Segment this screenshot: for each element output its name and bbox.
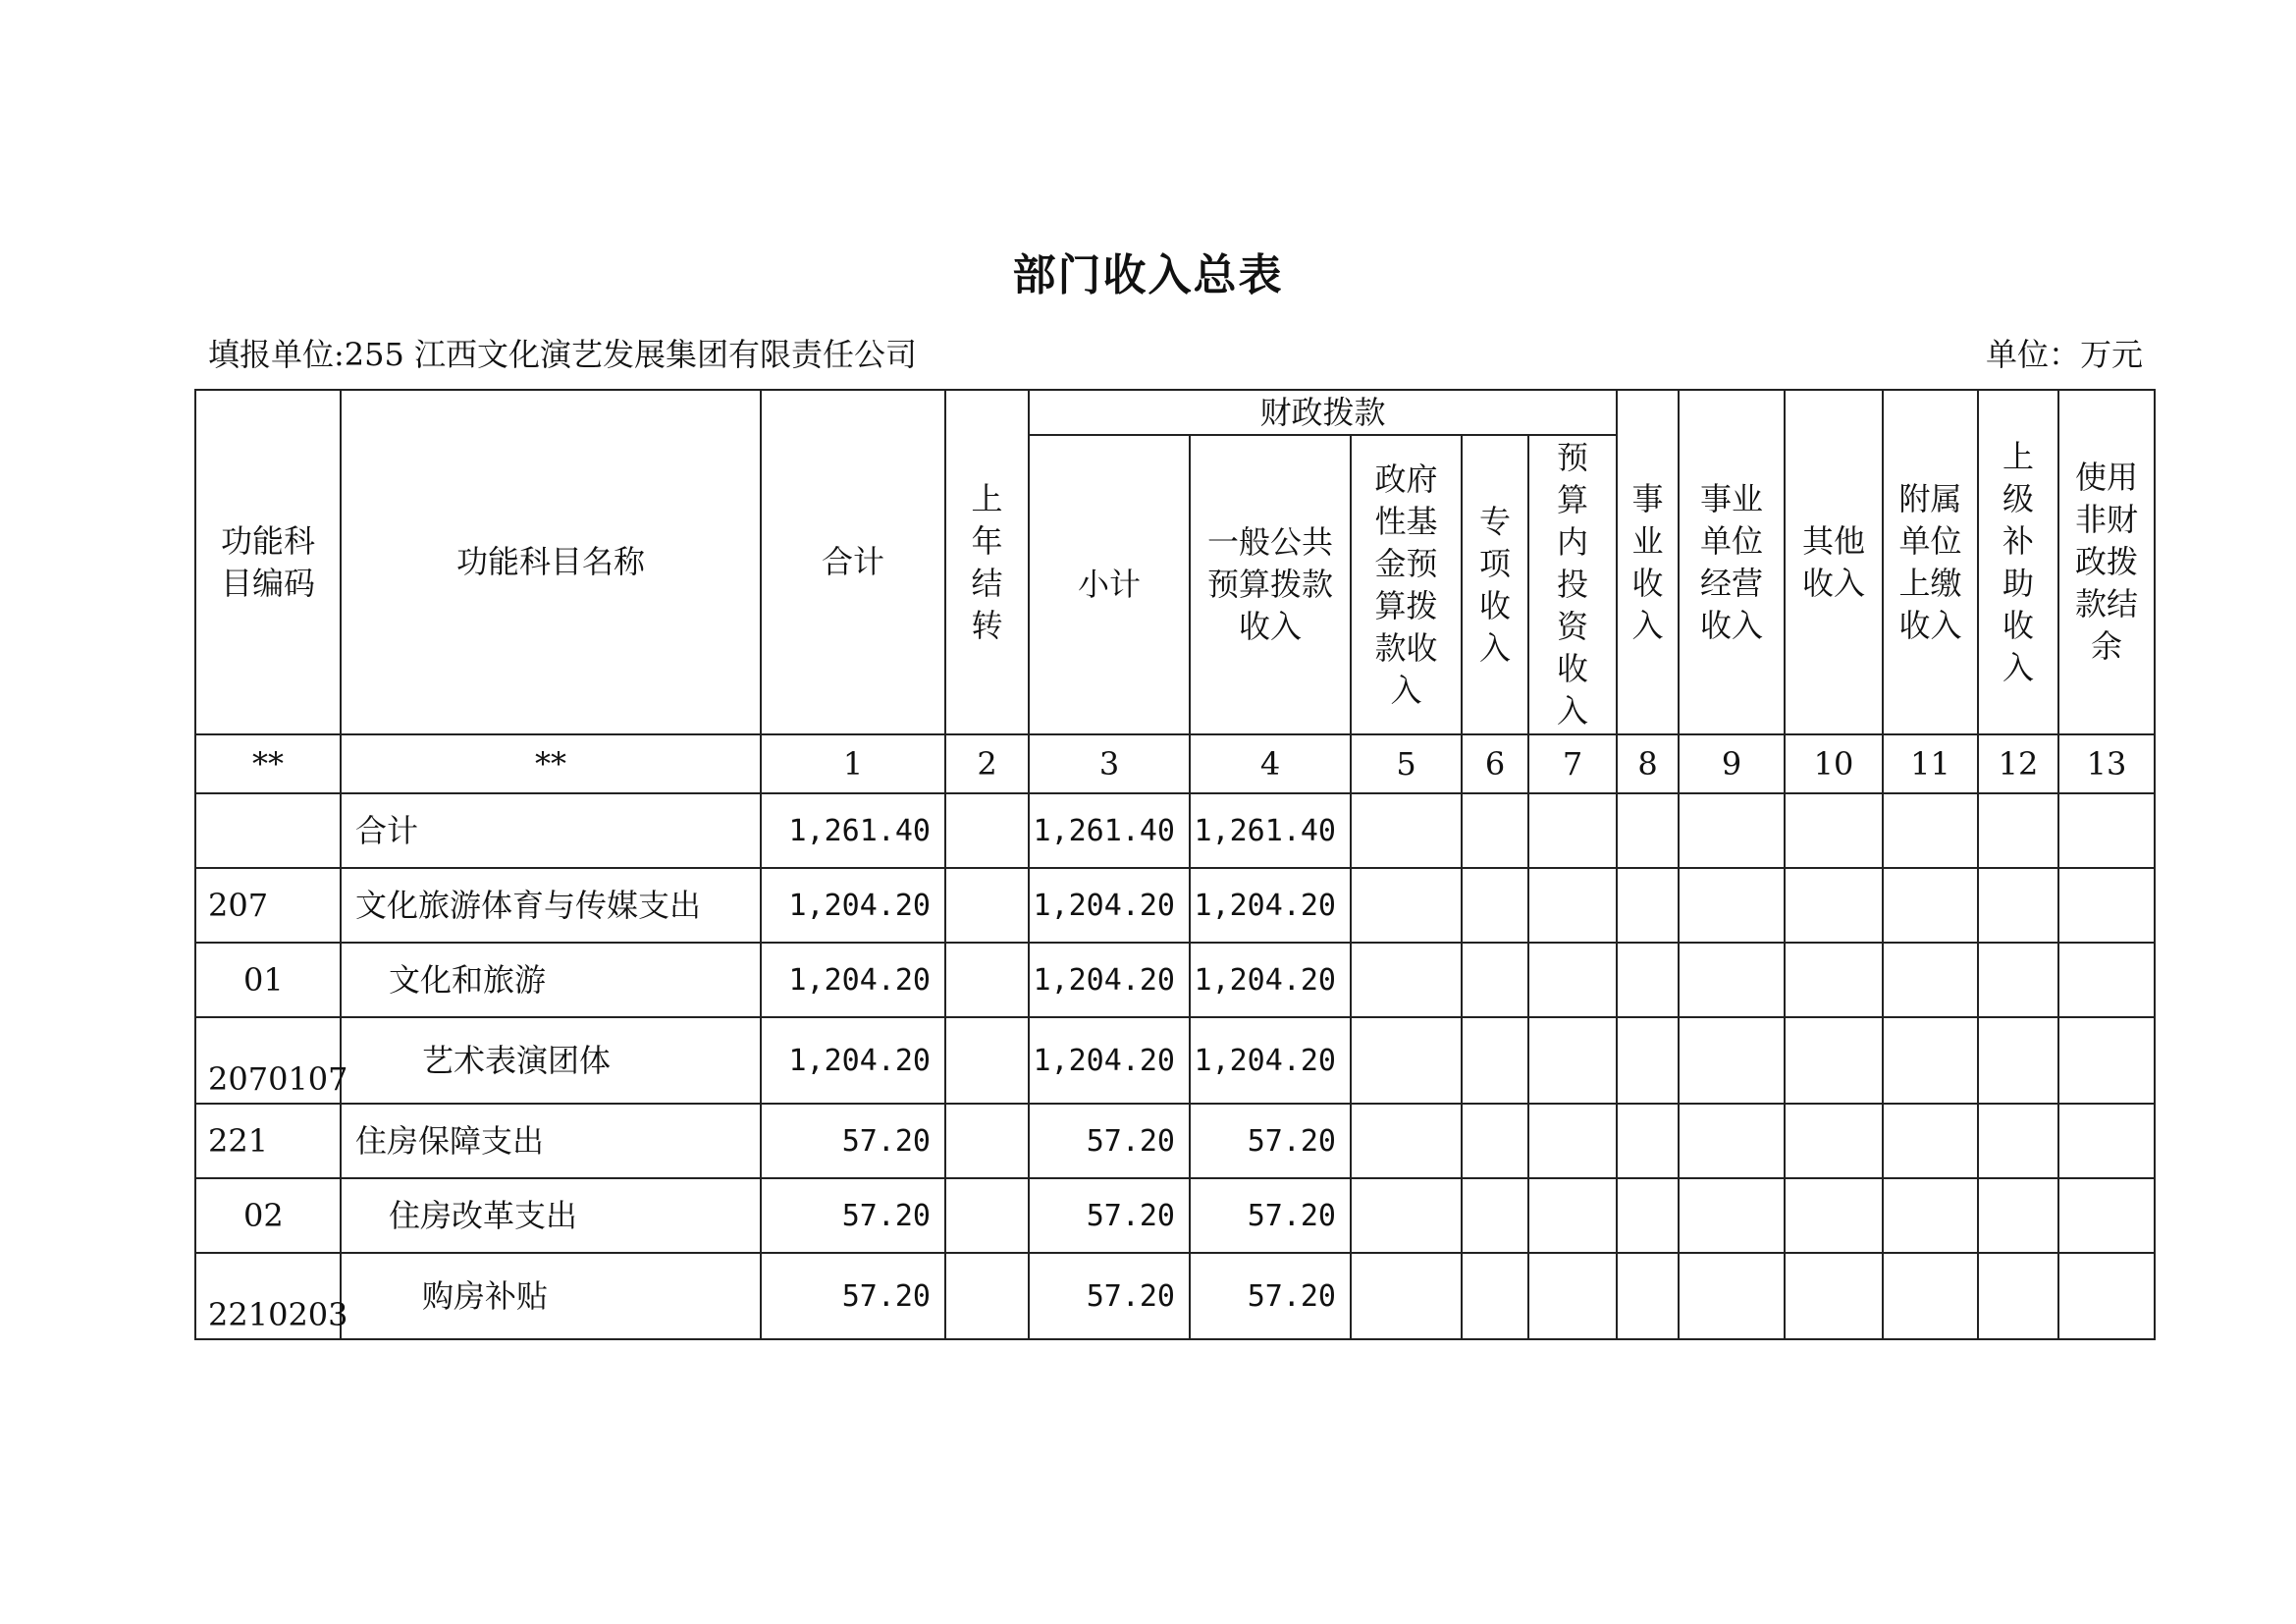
empty-cell [1351, 1253, 1462, 1339]
empty-cell [1462, 1104, 1528, 1178]
empty-cell [1978, 943, 2058, 1017]
row-name: 住房改革支出 [341, 1178, 761, 1253]
empty-cell [1528, 1104, 1617, 1178]
row-carryover [945, 1178, 1029, 1253]
index-cell: 7 [1528, 734, 1617, 793]
row-total: 57.20 [761, 1178, 945, 1253]
empty-cell [1528, 1017, 1617, 1104]
index-cell: 8 [1617, 734, 1679, 793]
empty-cell [1351, 1178, 1462, 1253]
table-row [195, 943, 2155, 1017]
index-cell: 5 [1351, 734, 1462, 793]
empty-cell [1785, 868, 1883, 943]
header-general-budget: 一般公共 预算拨款 收入 [1190, 435, 1351, 734]
empty-cell [1351, 868, 1462, 943]
index-cell: 2 [945, 734, 1029, 793]
index-cell: 12 [1978, 734, 2058, 793]
empty-cell [1679, 1178, 1785, 1253]
empty-cell [1883, 1104, 1978, 1178]
empty-cell [1617, 1178, 1679, 1253]
index-cell: 4 [1190, 734, 1351, 793]
empty-cell [1679, 793, 1785, 868]
row-carryover [945, 1104, 1029, 1178]
empty-cell [1978, 1253, 2058, 1339]
header-name: 功能科目名称 [341, 390, 761, 734]
header-gov-fund: 政府 性基 金预 算拨 款收 入 [1351, 435, 1462, 734]
row-code: 2210203 [195, 1253, 341, 1339]
empty-cell [1785, 1253, 1883, 1339]
header-subtotal: 小计 [1029, 435, 1190, 734]
row-subtotal: 57.20 [1029, 1253, 1190, 1339]
table-row [195, 1104, 2155, 1178]
empty-cell [2058, 1017, 2155, 1104]
income-summary-table [194, 389, 2156, 1340]
empty-cell [1785, 793, 1883, 868]
empty-cell [1351, 1017, 1462, 1104]
empty-cell [1462, 943, 1528, 1017]
row-code: 01 [195, 943, 341, 1017]
row-carryover [945, 943, 1029, 1017]
empty-cell [1978, 1017, 2058, 1104]
empty-cell [2058, 943, 2155, 1017]
empty-cell [1785, 1104, 1883, 1178]
empty-cell [2058, 868, 2155, 943]
empty-cell [1528, 943, 1617, 1017]
row-general-budget: 1,204.20 [1190, 1017, 1351, 1104]
row-name: 购房补贴 [341, 1253, 761, 1339]
row-total: 57.20 [761, 1253, 945, 1339]
row-code: 02 [195, 1178, 341, 1253]
header-superior-subsidy: 上 级 补 助 收 入 [1978, 390, 2058, 734]
empty-cell [1785, 943, 1883, 1017]
row-carryover [945, 1253, 1029, 1339]
index-cell: 11 [1883, 734, 1978, 793]
empty-cell [1978, 1104, 2058, 1178]
row-subtotal: 57.20 [1029, 1104, 1190, 1178]
empty-cell [1528, 1178, 1617, 1253]
table-row [195, 793, 2155, 868]
row-general-budget: 57.20 [1190, 1178, 1351, 1253]
row-general-budget: 1,261.40 [1190, 793, 1351, 868]
row-total: 1,204.20 [761, 943, 945, 1017]
empty-cell [1785, 1017, 1883, 1104]
empty-cell [1462, 1178, 1528, 1253]
empty-cell [1679, 1253, 1785, 1339]
header-code: 功能科 目编码 [195, 390, 341, 734]
index-cell: 1 [761, 734, 945, 793]
empty-cell [1617, 1253, 1679, 1339]
row-subtotal: 1,261.40 [1029, 793, 1190, 868]
empty-cell [1679, 1104, 1785, 1178]
header-affiliated: 附属 单位 上缴 收入 [1883, 390, 1978, 734]
header-carryover: 上 年 结 转 [945, 390, 1029, 734]
empty-cell [1883, 1253, 1978, 1339]
row-general-budget: 57.20 [1190, 1253, 1351, 1339]
row-total: 1,261.40 [761, 793, 945, 868]
empty-cell [1883, 793, 1978, 868]
row-code: 2070107 [195, 1017, 341, 1104]
empty-cell [1617, 1017, 1679, 1104]
empty-cell [1883, 1178, 1978, 1253]
row-code: 207 [195, 868, 341, 943]
empty-cell [1462, 1017, 1528, 1104]
empty-cell [1617, 868, 1679, 943]
index-cell: 13 [2058, 734, 2155, 793]
empty-cell [1883, 943, 1978, 1017]
index-row [195, 734, 2155, 793]
empty-cell [1528, 1253, 1617, 1339]
empty-cell [1785, 1178, 1883, 1253]
empty-cell [1617, 1104, 1679, 1178]
empty-cell [1462, 868, 1528, 943]
index-cell: 3 [1029, 734, 1190, 793]
table-row [195, 868, 2155, 943]
empty-cell [1978, 793, 2058, 868]
row-carryover [945, 868, 1029, 943]
filing-unit: 填报单位:255 江西文化演艺发展集团有限责任公司 [208, 336, 918, 373]
table-row [195, 1178, 2155, 1253]
empty-cell [1351, 793, 1462, 868]
row-subtotal: 57.20 [1029, 1178, 1190, 1253]
row-name: 文化和旅游 [341, 943, 761, 1017]
empty-cell [1351, 1104, 1462, 1178]
table-row [195, 1017, 2155, 1104]
header-career-operation: 事业 单位 经营 收入 [1679, 390, 1785, 734]
empty-cell [1883, 1017, 1978, 1104]
table-row [195, 1253, 2155, 1339]
header-other: 其他 收入 [1785, 390, 1883, 734]
row-subtotal: 1,204.20 [1029, 943, 1190, 1017]
header-special: 专 项 收 入 [1462, 435, 1528, 734]
index-cell: 9 [1679, 734, 1785, 793]
row-carryover [945, 793, 1029, 868]
empty-cell [1617, 943, 1679, 1017]
currency-unit: 单位：万元 [1985, 336, 2143, 373]
empty-cell [1679, 868, 1785, 943]
row-name: 文化旅游体育与传媒支出 [341, 868, 761, 943]
empty-cell [1528, 868, 1617, 943]
header-career: 事 业 收 入 [1617, 390, 1679, 734]
row-total: 57.20 [761, 1104, 945, 1178]
row-general-budget: 1,204.20 [1190, 868, 1351, 943]
row-total: 1,204.20 [761, 868, 945, 943]
index-cell: ** [195, 734, 341, 793]
row-name: 合计 [341, 793, 761, 868]
row-carryover [945, 1017, 1029, 1104]
empty-cell [1351, 943, 1462, 1017]
empty-cell [1679, 1017, 1785, 1104]
page-title: 部门收入总表 [1012, 250, 1284, 300]
row-name: 住房保障支出 [341, 1104, 761, 1178]
row-name: 艺术表演团体 [341, 1017, 761, 1104]
header-total: 合计 [761, 390, 945, 734]
index-cell: 10 [1785, 734, 1883, 793]
row-general-budget: 1,204.20 [1190, 943, 1351, 1017]
empty-cell [1679, 943, 1785, 1017]
empty-cell [2058, 1104, 2155, 1178]
index-cell: 6 [1462, 734, 1528, 793]
header-non-fiscal-balance: 使用 非财 政拨 款结 余 [2058, 390, 2155, 734]
row-subtotal: 1,204.20 [1029, 868, 1190, 943]
index-cell: ** [341, 734, 761, 793]
empty-cell [1883, 868, 1978, 943]
header-budget-invest: 预 算 内 投 资 收 入 [1528, 435, 1617, 734]
empty-cell [1528, 793, 1617, 868]
row-code [195, 793, 341, 868]
empty-cell [2058, 1178, 2155, 1253]
empty-cell [1617, 793, 1679, 868]
row-total: 1,204.20 [761, 1017, 945, 1104]
empty-cell [1978, 1178, 2058, 1253]
empty-cell [2058, 1253, 2155, 1339]
empty-cell [2058, 793, 2155, 868]
row-subtotal: 1,204.20 [1029, 1017, 1190, 1104]
empty-cell [1978, 868, 2058, 943]
empty-cell [1462, 1253, 1528, 1339]
header-fiscal-group: 财政拨款 [1029, 390, 1617, 435]
empty-cell [1462, 793, 1528, 868]
row-general-budget: 57.20 [1190, 1104, 1351, 1178]
row-code: 221 [195, 1104, 341, 1178]
